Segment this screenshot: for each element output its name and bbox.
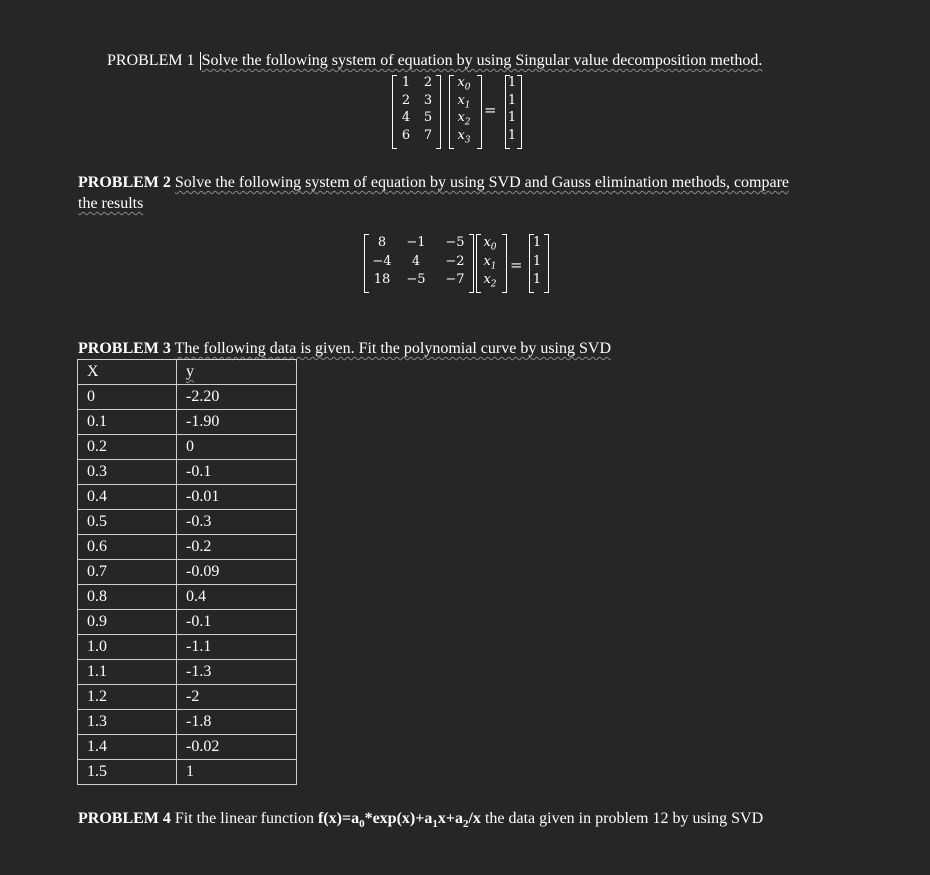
table-row (78, 410, 297, 435)
rhs-entry: 1 (507, 110, 517, 125)
matrix-entry: 4 (401, 110, 411, 125)
table-row (78, 385, 297, 410)
variable (453, 110, 475, 128)
matrix-entry: 18 (373, 272, 391, 287)
variable (479, 254, 501, 272)
x-value: 0.2 (78, 435, 177, 460)
problem4-function (317, 810, 481, 831)
x-value: 0.6 (78, 535, 177, 560)
table-row (78, 535, 297, 560)
matrix-entry: 2 (401, 92, 411, 108)
table-row (78, 635, 297, 660)
matrix-entry: 8 (377, 235, 387, 250)
table-row (78, 485, 297, 510)
problem1-label: PROBLEM 1 (107, 52, 195, 69)
y-value: 0.4 (177, 585, 297, 610)
table-row (78, 710, 297, 735)
x-value: 0.9 (78, 610, 177, 635)
y-value: -0.01 (177, 485, 297, 510)
x-value: 1.1 (78, 660, 177, 685)
rhs-entry: 1 (507, 92, 517, 108)
variable (453, 93, 475, 111)
header-x: X (78, 360, 177, 385)
y-value: 1 (177, 760, 297, 785)
x-value: 0.4 (78, 485, 177, 510)
rhs-entry: 1 (532, 235, 542, 250)
table-row (78, 460, 297, 485)
rhs-entry: 1 (507, 127, 517, 143)
func-part-d: /x (468, 810, 481, 827)
func-part-c: x+a (437, 810, 463, 827)
matrix-entry: 6 (401, 127, 411, 143)
matrix-entry: 7 (423, 127, 433, 143)
matrix-entry: −2 (445, 253, 465, 269)
table-row (78, 585, 297, 610)
matrix-entry: 2 (423, 75, 433, 90)
table-row (78, 660, 297, 685)
var-label: $x_1$ (457, 92, 471, 111)
var-label: $x_0$ (483, 235, 497, 253)
var-label: $x_1$ (483, 253, 497, 272)
y-value: -0.09 (177, 560, 297, 585)
table-row (78, 760, 297, 785)
problem2-text-line1: Solve the following system of equation by using SVD and Gauss elimination methods, compare (174, 174, 790, 191)
problem3-statement (78, 339, 611, 359)
x-value: 1.4 (78, 735, 177, 760)
equals-sign: = (510, 256, 523, 274)
text-cursor (200, 52, 201, 70)
problem2-text-line2: the results (78, 195, 144, 212)
x-value: 0.8 (78, 585, 177, 610)
var-label: $x_0$ (457, 75, 471, 93)
x-value: 0.7 (78, 560, 177, 585)
problem4-text-a: Fit the linear function (174, 810, 318, 827)
table-row (78, 685, 297, 710)
problem2-statement-cont (78, 194, 143, 214)
x-value: 1.3 (78, 710, 177, 735)
problem2-label: PROBLEM 2 (78, 174, 171, 191)
table-row (78, 610, 297, 635)
x-value: 1.2 (78, 685, 177, 710)
table-row (78, 560, 297, 585)
x-value: 0.3 (78, 460, 177, 485)
rhs-entry: 1 (507, 75, 517, 90)
rhs-entry: 1 (532, 272, 542, 287)
y-value: -1.1 (177, 635, 297, 660)
func-part-b: *exp(x)+a (364, 810, 433, 827)
x-value: 0 (78, 385, 177, 410)
matrix-entry: −5 (445, 235, 465, 250)
matrix-entry: −1 (406, 235, 426, 250)
problem3-text: The following data is given. Fit the polynomial curve by using SVD (174, 340, 611, 357)
x-value: 0.5 (78, 510, 177, 535)
problem3-label: PROBLEM 3 (78, 340, 171, 357)
y-value: -0.02 (177, 735, 297, 760)
sub-1: 1 (432, 818, 438, 831)
rhs-entry: 1 (532, 253, 542, 269)
sub-2: 2 (462, 818, 469, 831)
problem4-text-b: the data given in problem 12 by using SVD (480, 810, 764, 827)
table-row (78, 510, 297, 535)
var-label: $x_2$ (483, 272, 497, 290)
sub-0: 0 (359, 818, 365, 831)
table-row (78, 435, 297, 460)
table-row (78, 735, 297, 760)
y-value: -1.8 (177, 710, 297, 735)
y-value: -0.1 (177, 610, 297, 635)
y-value: -0.1 (177, 460, 297, 485)
matrix-entry: 3 (423, 92, 433, 108)
variable (453, 128, 475, 146)
problem4-label: PROBLEM 4 (78, 810, 171, 827)
x-value: 1.5 (78, 760, 177, 785)
var-label: $x_3$ (457, 127, 471, 146)
y-value: -1.3 (177, 660, 297, 685)
matrix-entry: 4 (411, 253, 421, 269)
y-value: -0.2 (177, 535, 297, 560)
y-value: -2 (177, 685, 297, 710)
variable (453, 75, 475, 93)
equals-sign: = (484, 101, 497, 119)
variable (479, 272, 501, 290)
matrix-entry: 1 (401, 75, 411, 90)
matrix-entry: 5 (423, 110, 433, 125)
matrix-entry: −4 (372, 253, 392, 269)
y-value: -2.20 (177, 385, 297, 410)
problem1-statement (107, 51, 762, 71)
data-table (77, 359, 297, 785)
var-label: $x_2$ (457, 110, 471, 128)
y-value: -1.90 (177, 410, 297, 435)
y-value: 0 (177, 435, 297, 460)
x-value: 0.1 (78, 410, 177, 435)
func-part-a: f(x)=a (317, 810, 360, 827)
matrix-entry: −5 (406, 272, 426, 287)
matrix-entry: −7 (445, 272, 465, 287)
y-value: -0.3 (177, 510, 297, 535)
variable (479, 235, 501, 253)
problem1-text: Solve the following system of equation by using Singular value decomposition method. (201, 52, 763, 69)
x-value: 1.0 (78, 635, 177, 660)
table-header-row (78, 360, 297, 385)
problem2-statement (78, 173, 789, 193)
header-y: y (177, 360, 297, 385)
problem4-statement (78, 809, 763, 834)
